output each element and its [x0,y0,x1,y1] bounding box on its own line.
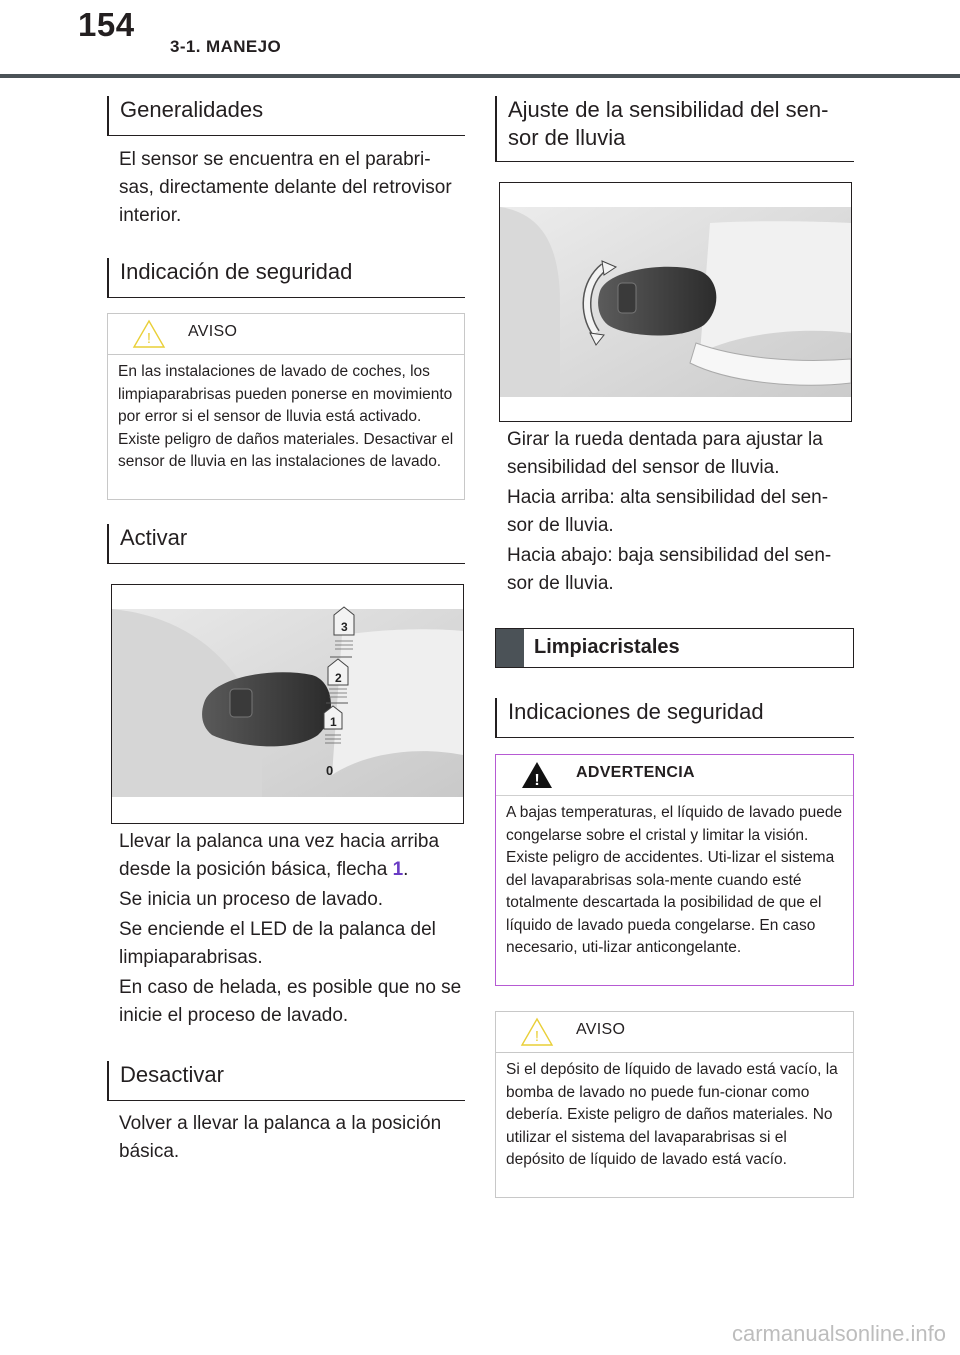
section-title: 3-1. MANEJO [170,37,282,56]
figure-lever [111,584,464,824]
heading-indicaciones [495,698,854,738]
lever-label-1: 1 [330,715,337,729]
heading-activar-text: Activar [120,525,188,550]
para-inicia: Se inicia un proceso de lavado. [119,889,384,910]
para-volver: Volver a llevar la palanca a la posición básica. [119,1113,442,1162]
heading-indicaciones-text: Indicaciones de seguridad [508,699,764,724]
lever-label-2: 2 [335,671,342,685]
watermark: carmanualsonline.info [731,1321,946,1346]
aviso-box-1-title: AVISO [188,323,238,340]
advertencia-box-head [496,755,853,796]
aviso-box-2-body: Si el depósito de líquido de lavado está vacío, la bomba de lavado no puede fun-cionar como debería. Existe peligro de daños materiales. No utilizar el sistema del lavaparabrisas si el depósito de líquido de lavado está vacío. [506,1061,838,1168]
para-led: Se enciende el LED de la palanca del limpiaparabrisas. [119,919,436,968]
section-limpiacristales-bar [496,629,524,667]
aviso-box-1-head [108,314,464,355]
aviso-box-2-head [496,1012,853,1053]
heading-ajuste [495,96,854,162]
svg-text:!: ! [534,772,540,789]
warning-triangle-icon [520,760,554,790]
para-abajo: Hacia abajo: baja sensibilidad del sen-sor de lluvia. [507,545,832,594]
para-arriba: Hacia arriba: alta sensibilidad del sen-sor de lluvia. [507,487,829,536]
svg-text:!: ! [146,330,152,347]
heading-desactivar [107,1061,465,1101]
section-limpiacristales [495,628,854,668]
aviso-box-1 [107,313,465,500]
arrow-number-1: 1 [392,859,404,880]
aviso-box-2 [495,1011,854,1198]
advertencia-box-body: A bajas temperaturas, el líquido de lavado puede congelarse sobre el cristal y limitar la visión. Existe peligro de accidentes. Uti-lizar el sistema del lavaparabrisas sola-mente cuando esté totalmente descartada la posibilidad de que el líquido de lavado pueda congelarse. En caso necesario, uti-lizar anticongelante. [506,804,843,956]
para-girar: Girar la rueda dentada para ajustar la sensibilidad del sensor de lluvia. [507,429,823,478]
lever-illustration [112,585,463,823]
svg-text:!: ! [534,1028,540,1045]
page-number: 154 [78,6,135,43]
lever-label-0: 0 [326,763,334,778]
heading-desactivar-text: Desactivar [120,1062,224,1087]
section-limpiacristales-title: Limpiacristales [534,636,680,658]
wheel-illustration [500,183,851,421]
aviso-box-2-title: AVISO [576,1021,626,1038]
heading-indicacion-text: Indicación de seguridad [120,259,353,284]
caution-triangle-icon [520,1017,554,1047]
advertencia-box [495,754,854,986]
caution-triangle-icon [132,319,166,349]
heading-indicacion [107,258,465,298]
figure-sensitivity-wheel [499,182,852,422]
heading-generalidades [107,96,465,136]
aviso-box-1-body: En las instalaciones de lavado de coches, los limpiaparabrisas pueden ponerse en movimiento por error si el sensor de lluvia está activado. Existe peligro de daños materiales. Desactivar el sensor de lluvia en las instalaciones de lavado. [118,363,454,470]
advertencia-box-title: ADVERTENCIA [576,764,695,781]
para-llevar [119,828,465,884]
para-llevar-a: Llevar la palanca una vez hacia arriba desde la posición básica, flecha [119,831,440,880]
heading-ajuste-text: Ajuste de la sensibilidad del sen-sor de lluvia [508,97,829,150]
heading-activar [107,524,465,564]
heading-generalidades-text: Generalidades [120,97,264,122]
para-sensor: El sensor se encuentra en el parabri-sas, directamente delante del retrovisor interior. [119,149,452,226]
lever-label-3: 3 [341,620,348,634]
header-rule [0,74,960,78]
para-helada: En caso de helada, es posible que no se inicie el proceso de lavado. [119,977,462,1026]
para-llevar-b: . [403,859,409,880]
